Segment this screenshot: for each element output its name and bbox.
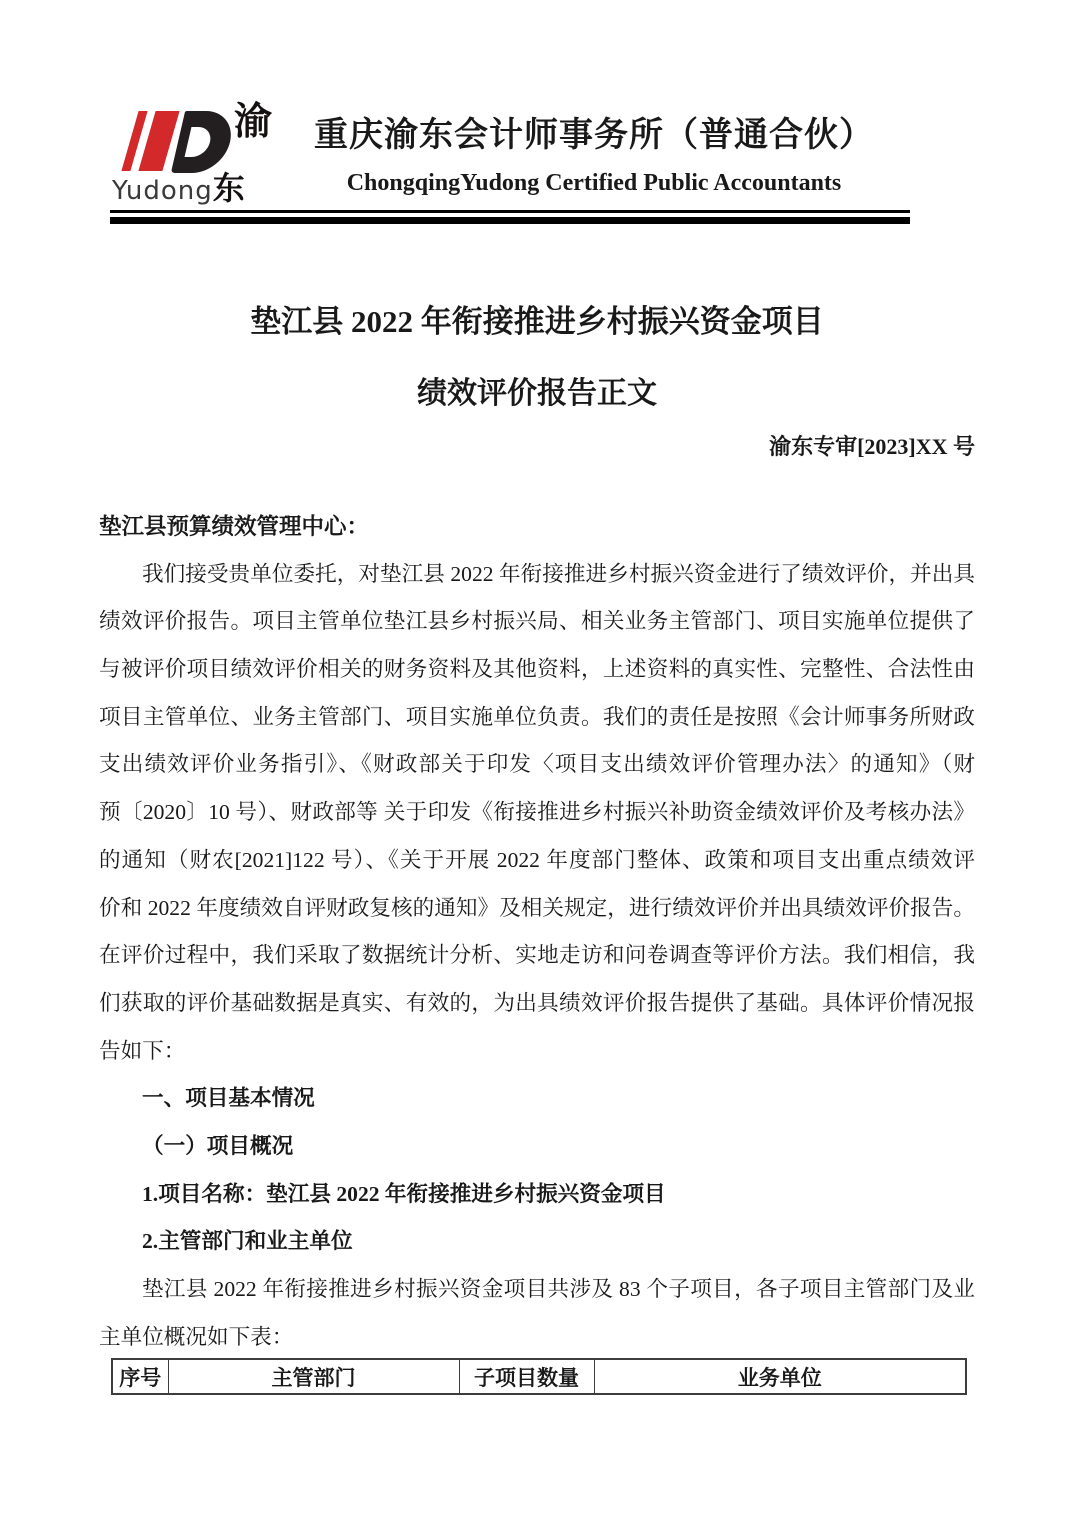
- company-name-english: ChongqingYudong Certified Public Accountants: [346, 170, 842, 196]
- paragraph-line: 价和 2022 年度绩效自评财政复核的通知》及相关规定，进行绩效评价并出具绩效评价报告。: [99, 895, 975, 920]
- paragraph-line: 主单位概况如下表：: [99, 1324, 294, 1349]
- paragraph-line: 告如下：: [99, 1038, 186, 1063]
- report-title-line1: 垫江县 2022 年衔接推进乡村振兴资金项目: [250, 304, 824, 339]
- section-heading-1: 一、项目基本情况: [142, 1086, 315, 1111]
- table-header-department: 主管部门: [168, 1359, 459, 1394]
- table-header-unit: 业务单位: [594, 1359, 966, 1394]
- paragraph-line: 在评价过程中，我们采取了数据统计分析、实地走访和问卷调查等评价方法。我们相信，我: [99, 943, 975, 968]
- company-names: [268, 101, 920, 201]
- company-name-chinese: 重庆渝东会计师事务所（普通合伙）: [314, 117, 874, 154]
- divider-thick-line: [110, 217, 910, 224]
- paragraph-line: 的通知（财农[2021]122 号）、《关于开展 2022 年度部门整体、政策和项目支出重点绩效评: [99, 847, 975, 872]
- subproject-table: [111, 1358, 967, 1395]
- paragraph-line: 垫江县 2022 年衔接推进乡村振兴资金项目共涉及 83 个子项目，各子项目主管部门及业: [142, 1277, 975, 1301]
- paragraph-line: 项目主管单位、业务主管部门、项目实施单位负责。我们的责任是按照《会计师事务所财政: [99, 704, 975, 729]
- document-number: 渝东专审[2023]XX 号: [769, 434, 975, 459]
- section-heading-1-1: （一）项目概况: [142, 1133, 294, 1158]
- logo-yu-character: 渝: [234, 101, 273, 143]
- letterhead-divider: [110, 210, 910, 224]
- table-header-number: 序号: [112, 1359, 168, 1394]
- paragraph-line: 与被评价项目绩效评价相关的财务资料及其他资料，上述资料的真实性、完整性、合法性由: [99, 657, 975, 682]
- letterhead: [110, 101, 920, 206]
- table-header-count: 子项目数量: [459, 1359, 594, 1394]
- company-logo: [110, 101, 273, 206]
- logo-latin-text: Yudong: [112, 176, 213, 206]
- item-project-name: 1.项目名称：垫江县 2022 年衔接推进乡村振兴资金项目: [142, 1181, 666, 1206]
- report-body: [99, 503, 975, 1361]
- paragraph-line: 预〔2020〕10 号）、财政部等 关于印发《衔接推进乡村振兴补助资金绩效评价及考核办法》: [99, 800, 975, 825]
- logo-wordmark: [112, 163, 245, 209]
- paragraph-line: 们获取的评价基础数据是真实、有效的，为出具绩效评价报告提供了基础。具体评价情况报: [99, 990, 975, 1015]
- logo-dong-character: 东: [212, 170, 245, 206]
- report-title-line2: 绩效评价报告正文: [417, 377, 657, 410]
- salutation: 垫江县预算绩效管理中心：: [99, 514, 370, 539]
- paragraph-line: 支出绩效评价业务指引》、《财政部关于印发〈项目支出绩效评价管理办法〉的通知》（财: [99, 752, 975, 777]
- table-header-row: [112, 1359, 966, 1394]
- paragraph-line: 绩效评价报告。项目主管单位垫江县乡村振兴局、相关业务主管部门、项目实施单位提供了: [99, 609, 975, 634]
- item-departments: 2.主管部门和业主单位: [142, 1229, 353, 1254]
- paragraph-line: 我们接受贵单位委托，对垫江县 2022 年衔接推进乡村振兴资金进行了绩效评价，并出具: [142, 561, 975, 586]
